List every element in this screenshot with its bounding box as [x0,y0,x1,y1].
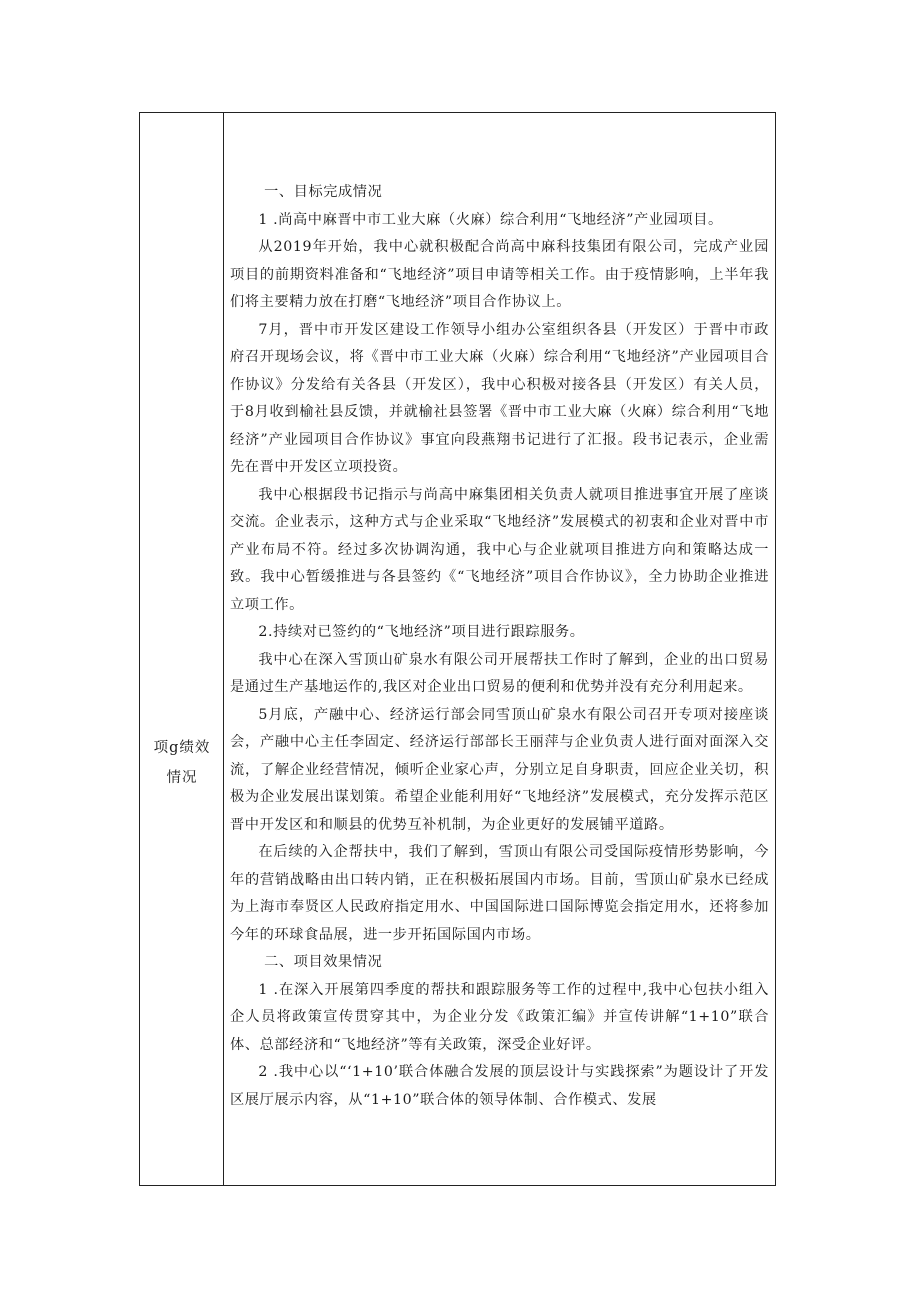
row-label-line-1: 项g绩效 [153,740,211,756]
paragraph: 从2019年开始，我中心就积极配合尚高中麻科技集团有限公司，完成产业园项目的前期资料准备和“飞地经济”项目申请等相关工作。由于疫情影响，上半年我们将主要精力放在打磨“飞地经济”项目合作协议上。 [230,239,769,310]
item-heading-2: 2.持续对已签约的“飞地经济”项目进行跟踪服务。 [258,624,585,640]
item-heading-1: 1 .尚高中麻晋中市工业大麻（火麻）综合利用“飞地经济”产业园项目。 [258,211,723,228]
paragraph: 5月底，产融中心、经济运行部会同雪顶山矿泉水有限公司召开专项对接座谈会，产融中心主任李固定、经济运行部部长王丽萍与企业负责人进行面对面深入交流，了解企业经营情况，倾听企业家心声，分别立足自身职责，回应企业关切，积极为企业发展出谋划策。希望企业能利用好“飞地经济”发展模式，充分发挥示范区晋中开发区和和顺县的优势互补机制，为企业更好的发展铺平道路。 [230,706,769,833]
paragraph: 2 .我中心以“‘1+10’联合体融合发展的顶层设计与实践探索”为题设计了开发区展厅展示内容，从“1+10”联合体的领导体制、合作模式、发展 [230,1064,769,1108]
section-heading-goals: 一、目标完成情况 [264,184,383,200]
paragraph: 在后续的入企帮扶中，我们了解到，雪顶山有限公司受国际疫情形势影响，今年的营销战略由出口转内销，正在积极拓展国内市场。目前，雪顶山矿泉水已经成为上海市奉贤区人民政府指定用水、中国国际进口国际博览会指定用水，还将参加今年的环球食品展，进一步开拓国际国内市场。 [230,844,769,943]
paragraph: 1 .在深入开展第四季度的帮扶和跟踪服务等工作的过程中,我中心包扶小组入企人员将政策宣传贯穿其中，为企业分发《政策汇编》并宣传讲解“1+10”联合体、总部经济和“飞地经济”等有关政策，深受企业好评。 [230,981,769,1053]
performance-table [139,112,776,1186]
row-label [140,733,224,793]
content-cell [224,113,775,1185]
paragraph: 7月，晋中市开发区建设工作领导小组办公室组织各县（开发区）于晋中市政府召开现场会议，将《晋中市工业大麻（火麻）综合利用“飞地经济”产业园项目合作协议》分发给有关各县（开发区），我中心积极对接各县（开发区）有关人员，于8月收到榆社县反馈，并就榆社县签署《晋中市工业大麻（火麻）综合利用“飞地经济”产业园项目合作协议》事宜向段燕翔书记进行了汇报。段书记表示，企业需先在晋中开发区立项投资。 [230,321,769,475]
section-heading-effects: 二、项目效果情况 [264,954,383,970]
row-label-line-2: 情况 [166,770,198,786]
paragraph: 我中心在深入雪顶山矿泉水有限公司开展帮扶工作时了解到，企业的出口贸易是通过生产基地运作的,我区对企业出口贸易的便利和优势并没有充分利用起来。 [230,651,769,695]
paragraph: 我中心根据段书记指示与尚高中麻集团相关负责人就项目推进事宜开展了座谈交流。企业表示，这种方式与企业采取“飞地经济”发展模式的初衷和企业对晋中市产业布局不符。经过多次协调沟通，我中心与企业就项目推进方向和策略达成一致。我中心暂缓推进与各县签约《“飞地经济”项目合作协议》，全力协助企业推进立项工作。 [230,486,769,613]
row-label-cell [140,113,224,1185]
